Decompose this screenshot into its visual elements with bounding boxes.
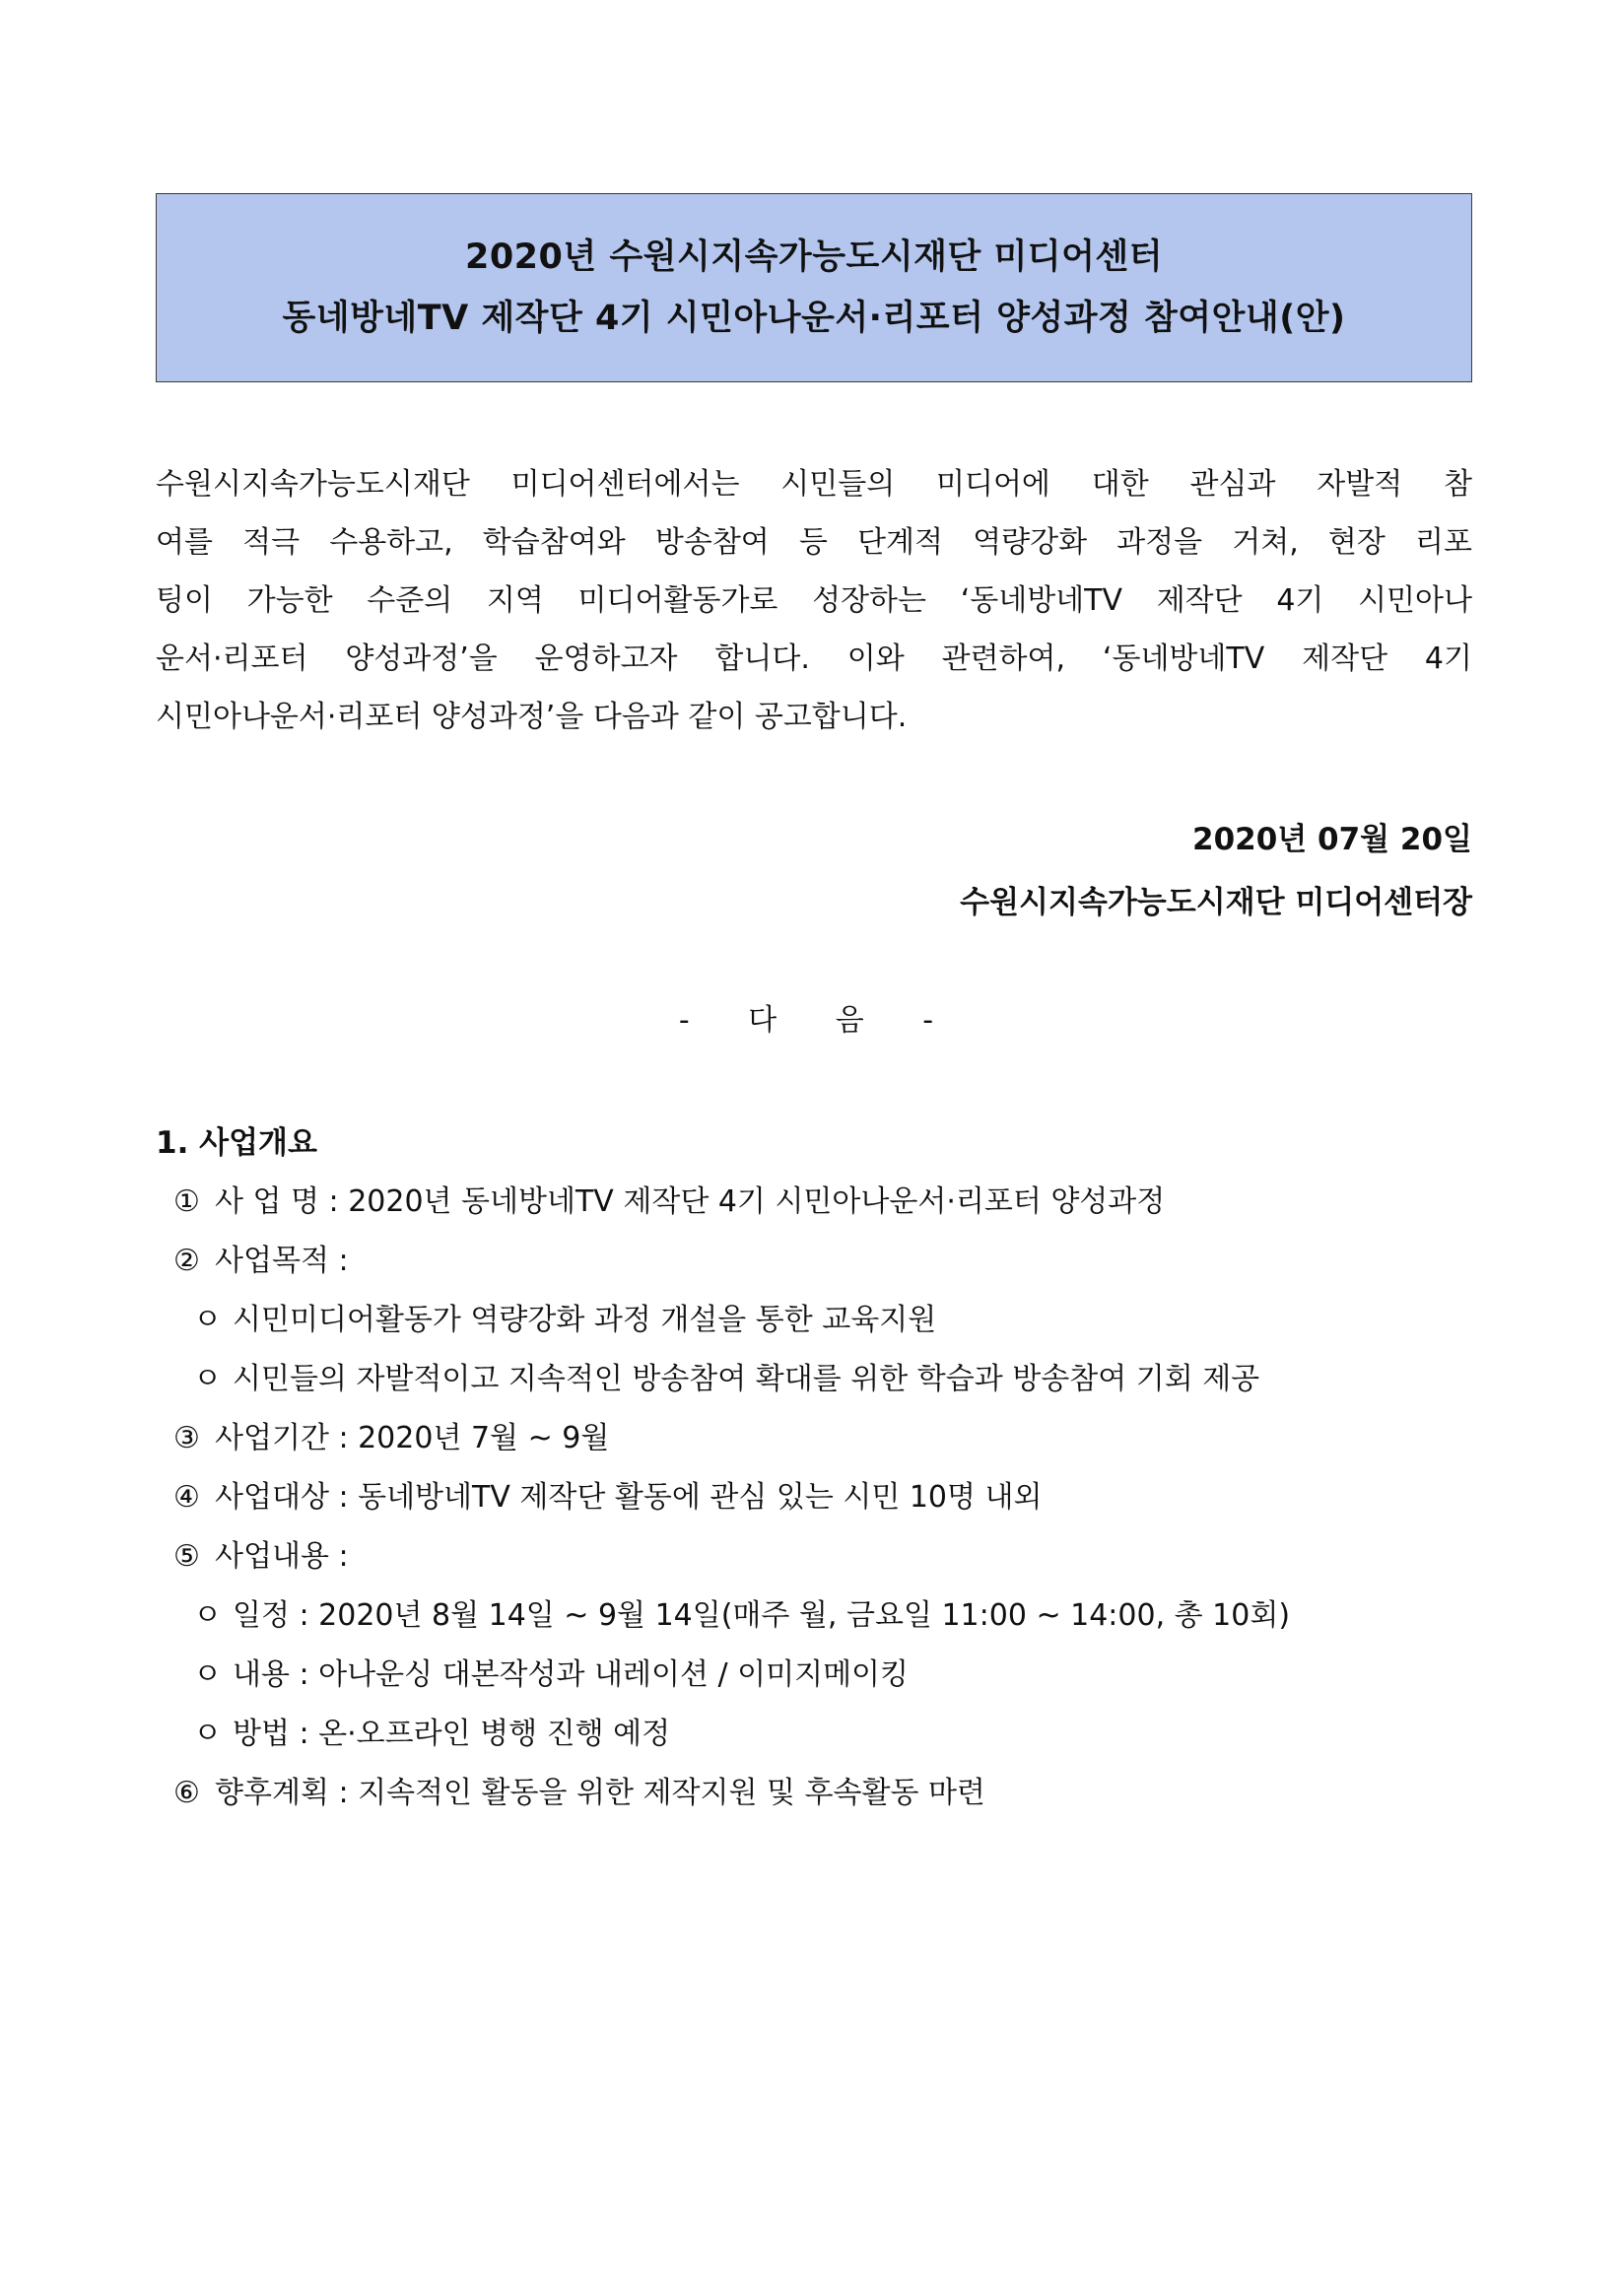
item-text: 시민미디어활동가 역량강화 과정 개설을 통한 교육지원 [233, 1303, 937, 1337]
bullet-icon: ㅇ [193, 1362, 222, 1396]
sub-list-item [156, 1291, 1476, 1350]
list-item [156, 1764, 1476, 1823]
item-number: ④ [173, 1480, 200, 1515]
bullet-icon: ㅇ [193, 1598, 222, 1633]
item-text: 일정 : 2020년 8월 14일 ~ 9월 14일(매주 월, 금요일 11:00 ~ 14:00, 총 10회) [233, 1598, 1291, 1633]
sub-list-item [156, 1646, 1476, 1705]
item-text: 내용 : 아나운싱 대본작성과 내레이션 / 이미지메이킹 [233, 1657, 910, 1692]
item-number: ③ [173, 1421, 200, 1455]
notice-issuer: 수원시지속가능도시재단 미디어센터장 [960, 885, 1472, 920]
list-item [156, 1232, 1476, 1291]
intro-line: 팅이 가능한 수준의 지역 미디어활동가로 성장하는 ‘동네방네TV 제작단 4기 시민아나 [156, 583, 1472, 618]
title-line-2: 동네방네TV 제작단 4기 시민아나운서·리포터 양성과정 참여안내(안) [282, 299, 1346, 338]
document-title-box [156, 193, 1472, 382]
item-text: 사업기간 : 2020년 7월 ~ 9월 [215, 1421, 610, 1455]
section-separator: - 다 음 - [678, 1003, 944, 1038]
intro-paragraph [156, 455, 1472, 746]
intro-line: 운서·리포터 양성과정’을 운영하고자 합니다. 이와 관련하여, ‘동네방네TV 제작단 4기 [156, 642, 1472, 676]
section-business-overview [156, 1114, 1476, 1823]
item-text: 향후계획 : 지속적인 활동을 위한 제작지원 및 후속활동 마련 [215, 1776, 985, 1810]
list-item [156, 1527, 1476, 1587]
item-text: 사업목적 : [215, 1244, 349, 1278]
item-number: ⑥ [173, 1776, 200, 1810]
sub-list-item [156, 1587, 1476, 1646]
sub-list-item [156, 1350, 1476, 1409]
bullet-icon: ㅇ [193, 1303, 222, 1337]
notice-date: 2020년 07월 20일 [1192, 822, 1472, 857]
item-number: ② [173, 1244, 200, 1278]
item-text: 사 업 명 : 2020년 동네방네TV 제작단 4기 시민아나운서·리포터 양성과정 [215, 1184, 1166, 1219]
bullet-icon: ㅇ [193, 1657, 222, 1692]
bullet-icon: ㅇ [193, 1717, 222, 1751]
item-number: ① [173, 1184, 200, 1219]
item-text: 사업대상 : 동네방네TV 제작단 활동에 관심 있는 시민 10명 내외 [215, 1480, 1043, 1515]
sub-list-item [156, 1705, 1476, 1764]
item-text: 방법 : 온·오프라인 병행 진행 예정 [233, 1717, 671, 1751]
title-line-1: 2020년 수원시지속가능도시재단 미디어센터 [464, 237, 1164, 277]
item-text: 사업내용 : [215, 1539, 349, 1574]
section-heading: 1. 사업개요 [156, 1125, 317, 1161]
list-item [156, 1173, 1476, 1232]
item-text: 시민들의 자발적이고 지속적인 방송참여 확대를 위한 학습과 방송참여 기회 제공 [233, 1362, 1260, 1396]
intro-line: 수원시지속가능도시재단 미디어센터에서는 시민들의 미디어에 대한 관심과 자발적 참 [156, 467, 1472, 502]
list-item [156, 1468, 1476, 1527]
item-number: ⑤ [173, 1539, 200, 1574]
notice-signature [960, 808, 1472, 934]
list-item [156, 1409, 1476, 1468]
intro-line: 시민아나운서·리포터 양성과정’을 다음과 같이 공고합니다. [156, 700, 908, 734]
intro-line: 여를 적극 수용하고, 학습참여와 방송참여 등 단계적 역량강화 과정을 거쳐, 현장 리포 [156, 525, 1472, 560]
